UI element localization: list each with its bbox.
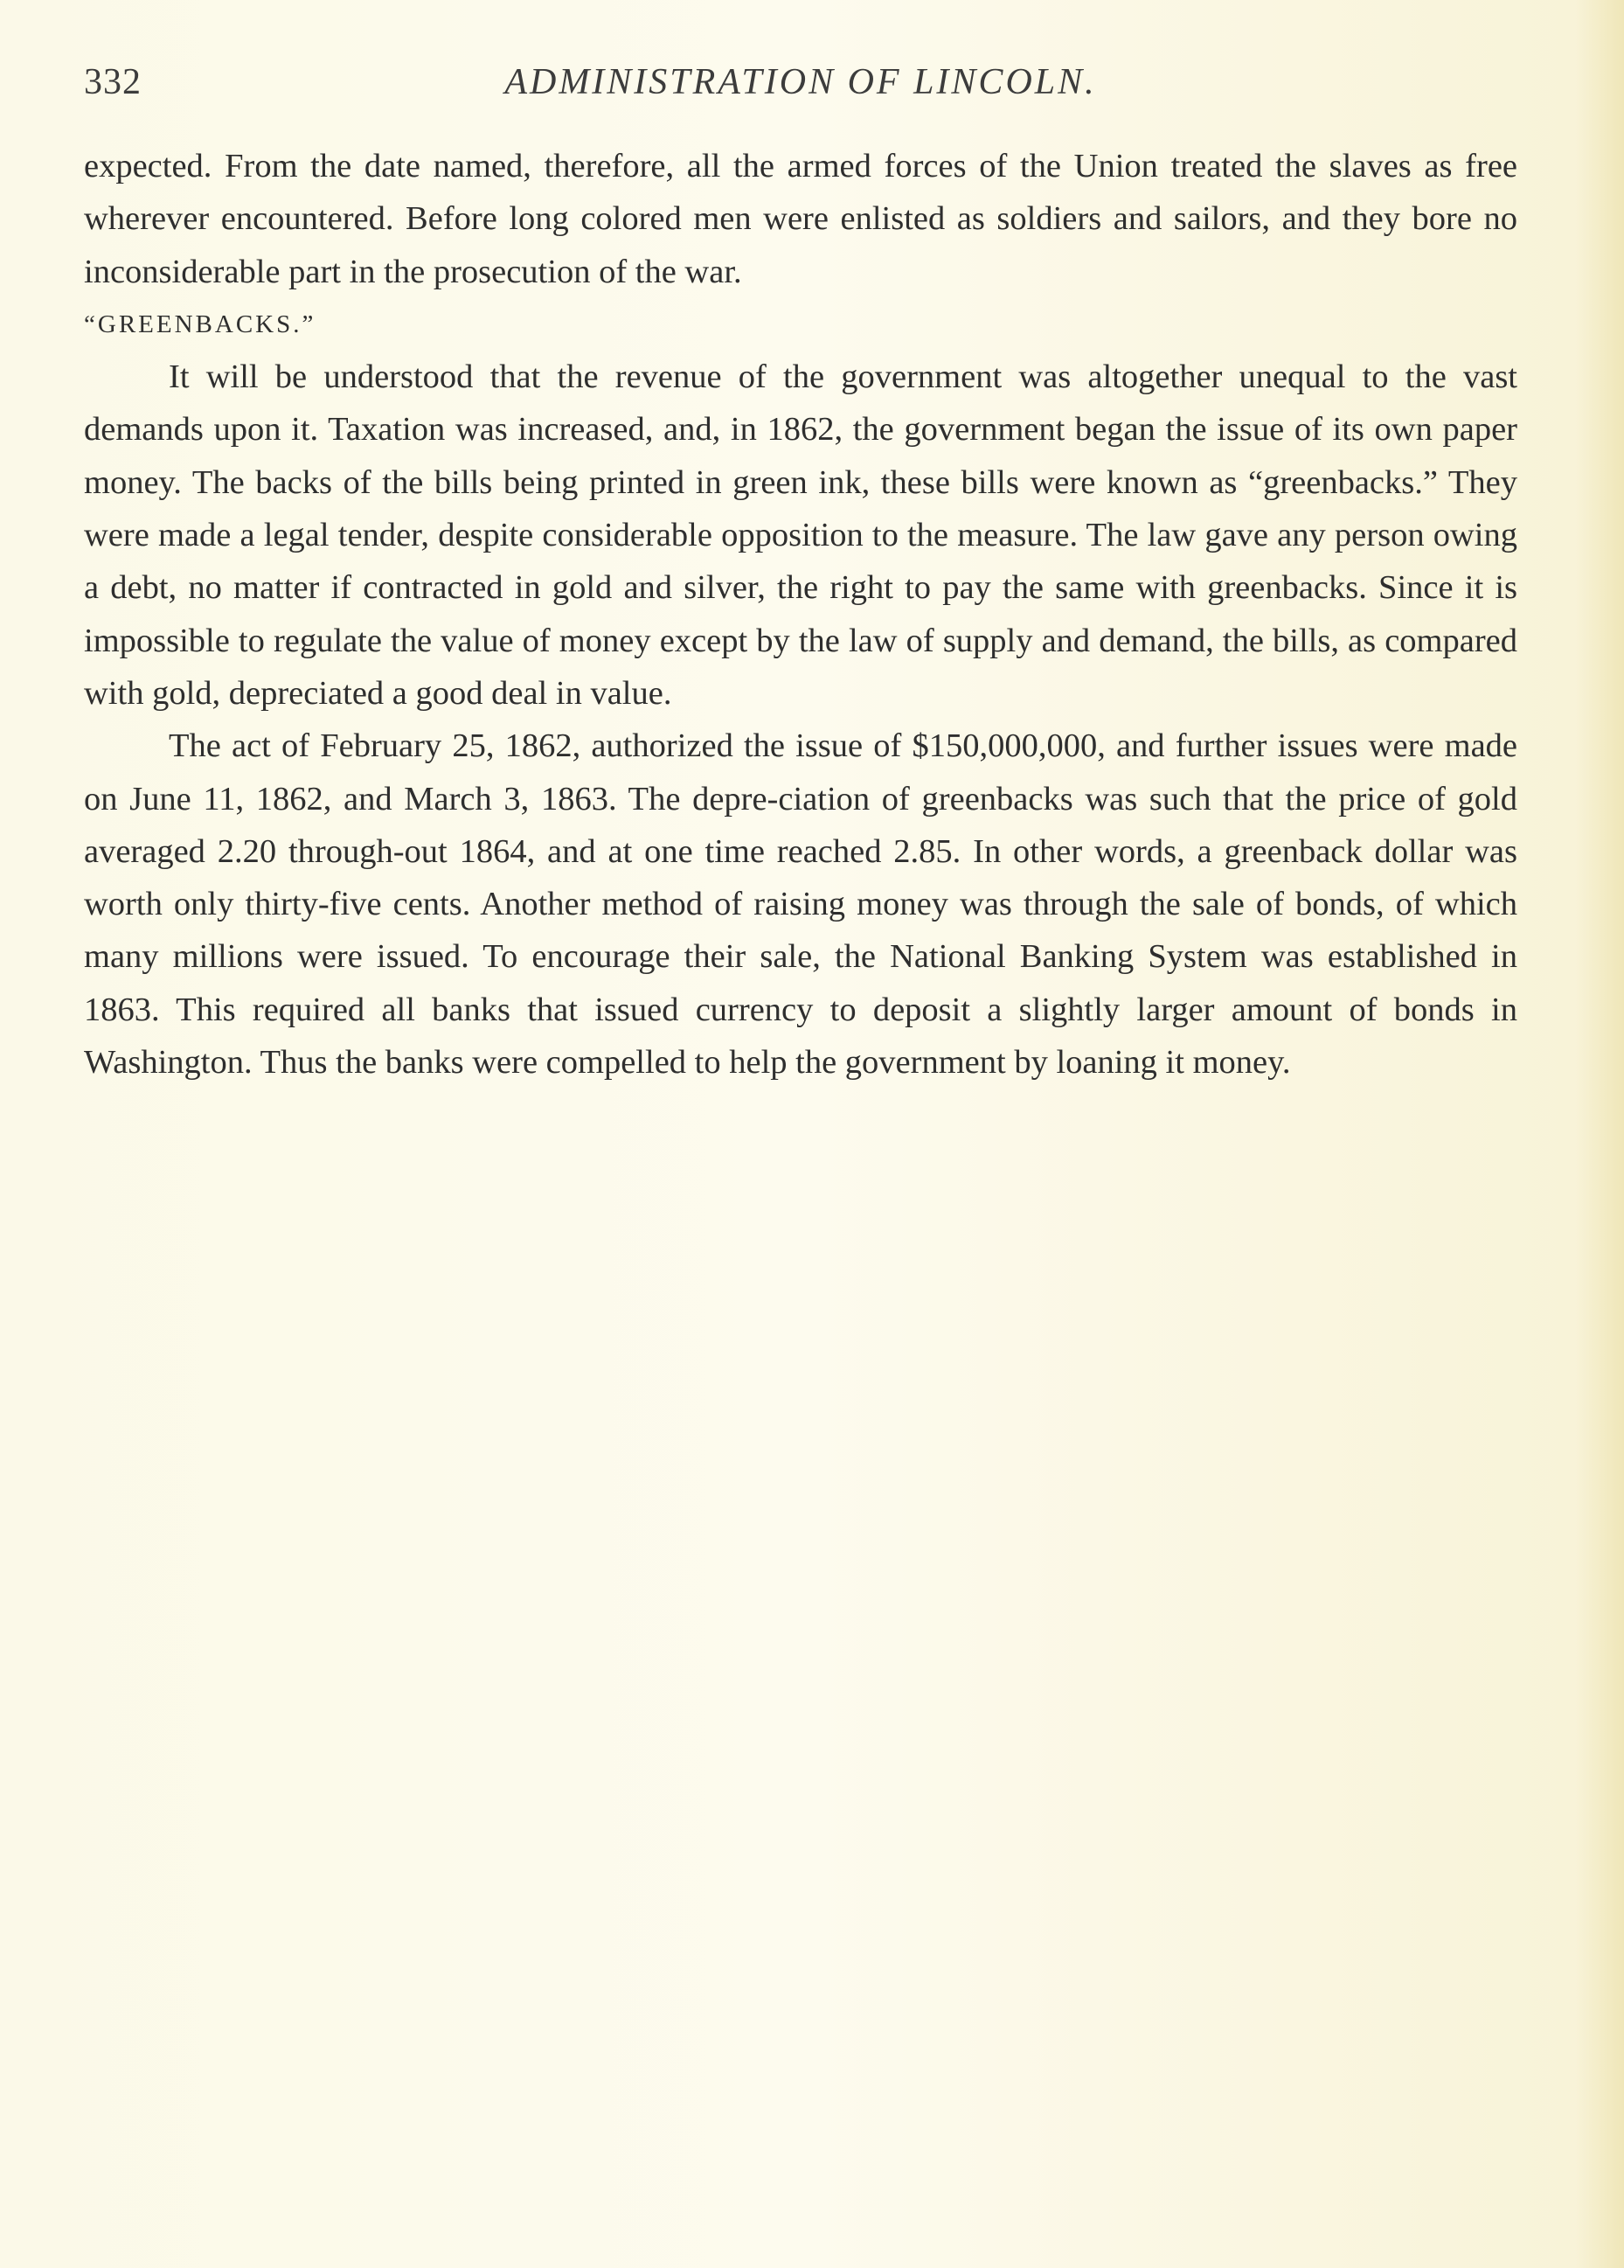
paragraph-greenbacks: It will be understood that the revenue of the government was altogether unequal to the vast demands upon it. Taxation was increased, and, in 1862, the government began the issue of its own paper money. The backs of the bills being printed in green ink, these bills were known as “greenbacks.” They were made a legal tender, despite considerable opposition to the measure. The law gave any person owing a debt, no matter if contracted in gold and silver, the right to pay the same with greenbacks. Since it is impossible to regulate the value of money except by the law of supply and demand, the bills, as compared with gold, depreciated a good deal in value. [84, 358, 1517, 712]
body-text [84, 140, 1517, 1089]
page-number: 332 [84, 62, 142, 102]
running-head: ADMINISTRATION OF LINCOLN. [504, 62, 1097, 102]
paragraph-act-of-february: The act of February 25, 1862, authorized the issue of $150,000,000, and further issues were made on June 11, 1862, and March 3, 1863. The depre-ciation of greenbacks was such that the price of gold averaged 2.20 through-out 1864, and at one time reached 2.85. In other words, a greenback dollar was worth only thirty-five cents. Another method of raising money was through the sale of bonds, of which many millions were issued. To encourage their sale, the National Banking System was established in 1863. This required all banks that issued currency to deposit a slightly larger amount of bonds in Washington. Thus the banks were compelled to help the government by loaning it money. [84, 727, 1517, 1082]
paragraph-continued: expected. From the date named, therefore, all the armed forces of the Union treated the slaves as free wherever encountered. Before long colored men were enlisted as soldiers and sailors, and they bore no inconsiderable part in the prosecution of the war. [84, 148, 1517, 290]
page-header [84, 61, 1517, 114]
section-heading: “GREENBACKS.” [84, 310, 316, 338]
